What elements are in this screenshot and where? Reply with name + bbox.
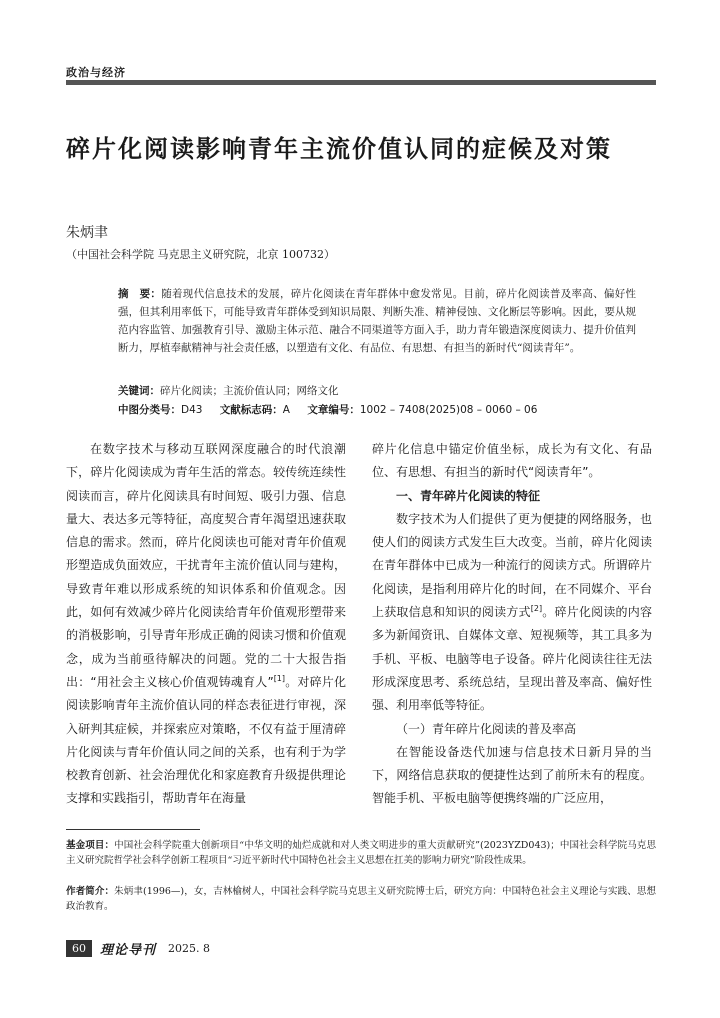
- author-bio-text: 朱炳聿(1996—)，女，吉林榆树人，中国社会科学院马克思主义研究院博士后，研究方向：中国特色社会主义理论与实践、思想政治教育。: [66, 886, 656, 912]
- citation: [1]: [273, 673, 286, 683]
- author-affiliation: （中国社会科学院 马克思主义研究院，北京 100732）: [66, 248, 335, 261]
- body-right-column: [372, 438, 652, 811]
- author-name: 朱炳聿: [66, 225, 108, 241]
- paragraph-text: 。对碎片化阅读影响青年主流价值认同的样态表征进行审视，深入研判其症候，并探索应对策略，不仅有益于厘清碎片化阅读与青年价值认同之间的关系，也有利于为学校教育创新、社会治理优化和家庭教育升级提供理论支撑和实践指引，帮助青年在海量: [66, 674, 346, 806]
- footnote-author: [66, 884, 656, 914]
- body-paragraph: [372, 508, 652, 718]
- article-no-label: 文章编号：: [307, 404, 360, 416]
- body-paragraph: [66, 438, 346, 811]
- author-bio-label: 作者简介：: [66, 886, 115, 897]
- fund-text: 中国社会科学院重大创新项目“中华文明的灿烂成就和对人类文明进步的重大贡献研究”(2023YZD043)；中国社会科学院马克思主义研究院哲学社会科学创新工程项目“习近平新时代中国特色社会主义思想在扛美的影响力研究”阶段性成果。: [66, 840, 656, 866]
- subsection-heading: （一）青年碎片化阅读的普及率高: [396, 721, 577, 736]
- paragraph-text: 数字技术为人们提供了更为便捷的网络服务，也使人们的阅读方式发生巨大改变。当前，碎片化阅读在青年群体中已成为一种流行的阅读方式。所谓碎片化阅读，是指利用碎片化的时间，在不同媒介、平台上获取信息和知识的阅读方式: [372, 511, 652, 620]
- article-title: 碎片化阅读影响青年主流价值认同的症候及对策: [66, 135, 612, 163]
- header-rule: [66, 80, 656, 85]
- keywords-text: 碎片化阅读；主流价值认同；网络文化: [160, 385, 339, 397]
- paragraph-text: 在数字技术与移动互联网深度融合的时代浪潮下，碎片化阅读成为青年生活的常态。较传统连续性阅读而言，碎片化阅读具有时间短、吸引力强、信息量大、表达多元等特征，高度契合青年渴望迅速获取信息的需求。然而，碎片化阅读也可能对青年价值观形塑造成负面效应，干扰青年主流价值认同与建构，导致青年难以形成系统的知识体系和价值观念。因此，如何有效减少碎片化阅读给青年价值观形塑带来的消极影响，引导青年形成正确的阅读习惯和价值观念，成为当前亟待解决的问题。党的二十大报告指出：“用社会主义核心价值观铸魂育人”: [66, 442, 346, 689]
- classification-line: [118, 402, 537, 417]
- section-label: 政治与经济: [66, 66, 126, 79]
- abstract: [118, 285, 636, 357]
- abstract-text: 随着现代信息技术的发展，碎片化阅读在青年群体中愈发常见。目前，碎片化阅读普及率高、偏好性强，但其利用率低下，可能导致青年群体受到知识局限、判断失准、精神侵蚀、文化断层等影响。因此，要从规范内容监管、加强教育引导、激励主体示范、融合不同渠道等方面入手，助力青年锻造深度阅读力、提升价值判断力，厚植奉献精神与社会责任感，以塑造有文化、有品位、有思想、有担当的新时代“阅读青年”。: [118, 288, 637, 354]
- abstract-label: 摘 要：: [118, 288, 162, 300]
- doc-code-label: 文献标志码：: [219, 404, 283, 416]
- body-left-column: [66, 438, 346, 811]
- doc-code-value: A: [282, 404, 290, 416]
- paragraph-text: 。碎片化阅读的内容多为新闻资讯、自媒体文章、短视频等，其工具多为手机、平板、电脑等电子设备。碎片化阅读往往无法形成深度思考、系统总结，呈现出普及率高、偏好性强、利用率低等特征。: [372, 605, 652, 713]
- body-paragraph: 碎片化信息中锚定价值坐标，成长为有文化、有品位、有思想、有担当的新时代“阅读青年”。: [372, 442, 652, 480]
- body-paragraph: 在智能设备迭代加速与信息技术日新月异的当下，网络信息获取的便捷性达到了前所未有的程度。智能手机、平板电脑等便携终端的广泛应用，: [372, 744, 652, 806]
- page-footer: [66, 940, 210, 957]
- fund-label: 基金项目：: [66, 840, 115, 851]
- journal-name: 理论导刊: [100, 943, 157, 958]
- keywords-label: 关键词：: [118, 385, 160, 397]
- issue-date: 2025. 8: [168, 942, 211, 955]
- footnote-fund: [66, 838, 656, 868]
- keywords: [118, 383, 339, 398]
- clc-value: D43: [181, 404, 203, 416]
- article-no-value: 1002 – 7408(2025)08 – 0060 – 06: [359, 404, 538, 416]
- section-heading: 一、青年碎片化阅读的特征: [396, 488, 541, 503]
- clc-label: 中图分类号：: [118, 404, 181, 416]
- citation: [2]: [530, 604, 543, 614]
- page-number: 60: [66, 940, 92, 957]
- footnote-rule: [66, 829, 200, 830]
